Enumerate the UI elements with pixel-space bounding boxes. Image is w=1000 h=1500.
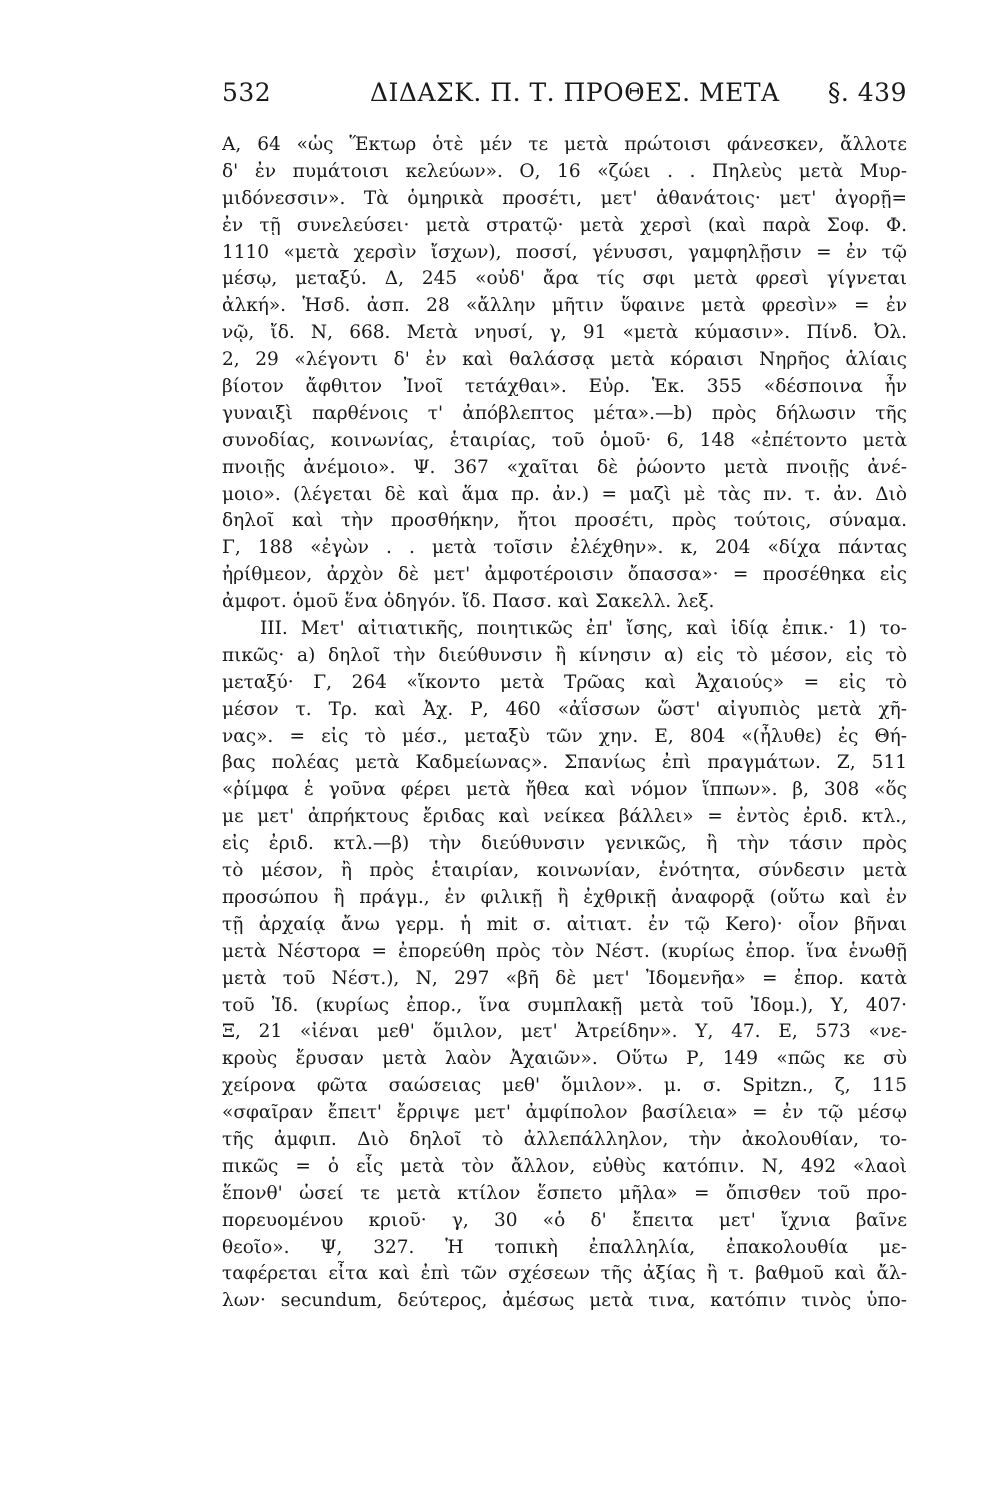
text-line: δ' ἐν πυμάτοισι κελεύων». Ο, 16 «ζώει . . Πηλεὺς μετὰ Μυρ- (222, 160, 907, 182)
text-line: τῆς ἀμφιπ. Διὸ δηλοῖ τὸ ἀλλεπάλληλον, τὴν ἀκολουθίαν, το- (222, 1128, 907, 1150)
section-number: §. 439 (827, 78, 907, 107)
text-line: μέσον τ. Τρ. καὶ Ἀχ. Ρ, 460 «ἀΐσσων ὥστ' αἰγυπιὸς μετὰ χῆ- (222, 698, 907, 720)
text-line: πικῶς = ὁ εἷς μετὰ τὸν ἄλλον, εὐθὺς κατόπιν. Ν, 492 «λαοὶ (222, 1155, 907, 1177)
running-title: ΔΙΔΑΣΚ. Π. Τ. ΠΡΟΘΕΣ. ΜΕΤΑ (370, 78, 780, 107)
text-line: ἠρίθμεον, ἀρχὸν δὲ μετ' ἀμφοτέροισιν ὄπασσα»· = προσέθηκα εἰς (222, 564, 907, 586)
text-line: ταφέρεται εἶτα καὶ ἐπὶ τῶν σχέσεων τῆς ἀξίας ἢ τ. βαθμοῦ καὶ ἄλ- (222, 1263, 907, 1285)
text-line: γυναιξὶ παρθένοις τ' ἀπόβλεπτος μέτα».—b) πρὸς δήλωσιν τῆς (222, 402, 907, 424)
text-line: ἐν τῇ συνελεύσει· μετὰ στρατῷ· μετὰ χερσὶ (καὶ παρὰ Σοφ. Φ. (222, 214, 907, 236)
text-line: μοιο». (λέγεται δὲ καὶ ἅμα πρ. ἀν.) = μαζὶ μὲ τὰς πν. τ. ἀν. Διὸ (222, 483, 907, 505)
text-line: Ξ, 21 «ἰέναι μεθ' ὅμιλον, μετ' Ἀτρείδην». Υ, 47. Ε, 573 «νε- (222, 1021, 907, 1043)
text-line: μέσῳ, μεταξύ. Δ, 245 «οὐδ' ἄρα τίς σφι μετὰ φρεσὶ γίγνεται (222, 268, 907, 290)
text-line: προσώπου ἢ πράγμ., ἐν φιλικῇ ἢ ἐχθρικῇ ἀναφορᾷ (οὕτω καὶ ἐν (222, 886, 907, 908)
body-text (222, 132, 907, 1315)
text-line: θεοῖο». Ψ, 327. Ἡ τοπικὴ ἐπαλληλία, ἐπακολουθία με- (222, 1236, 907, 1258)
text-line: κροὺς ἔρυσαν μετὰ λαὸν Ἀχαιῶν». Οὕτω Ρ, 149 «πῶς κε σὺ (222, 1048, 907, 1070)
text-line: Α, 64 «ὡς Ἕκτωρ ὁτὲ μέν τε μετὰ πρώτοισι φάνεσκεν, ἄλλοτε (222, 134, 907, 155)
text-line: δηλοῖ καὶ τὴν προσθήκην, ἤτοι προσέτι, πρὸς τούτοις, σύναμα. (222, 510, 907, 532)
text-line: μετὰ Νέστορα = ἐπορεύθη πρὸς τὸν Νέστ. (κυρίως ἐπορ. ἵνα ἑνωθῇ (222, 940, 907, 962)
text-line: βίοτον ἄφθιτον Ἰνοῖ τετάχθαι». Εὐρ. Ἑκ. 355 «δέσποινα ἦν (222, 376, 907, 398)
text-line: χείρονα φῶτα σαώσειας μεθ' ὅμιλον». μ. σ. Spitzn., ζ, 115 (222, 1075, 907, 1097)
page-number: 532 (222, 78, 272, 107)
text-line: πορευομένου κριοῦ· γ, 30 «ὁ δ' ἔπειτα μετ' ἴχνια βαῖνε (222, 1209, 907, 1231)
text-line: τῇ ἀρχαίᾳ ἄνω γερμ. ἡ mit σ. αἰτιατ. ἐν τῷ Kero)· οἷον βῆναι (222, 913, 907, 935)
text-line: μεταξύ· Γ, 264 «ἵκοντο μετὰ Τρῶας καὶ Ἀχαιούς» = εἰς τὸ (222, 671, 907, 693)
text-line: 2, 29 «λέγοντι δ' ἐν καὶ θαλάσσᾳ μετὰ κόραισι Νηρῆος ἁλίαις (222, 349, 907, 371)
text-line: τὸ μέσον, ἢ πρὸς ἑταιρίαν, κοινωνίαν, ἑνότητα, σύνδεσιν μετὰ (222, 860, 907, 882)
text-line: νας». = εἰς τὸ μέσ., μεταξὺ τῶν χην. Ε, 804 «(ἦλυθε) ἐς Θή- (222, 725, 907, 747)
text-line: ἕπονθ' ὡσεί τε μετὰ κτίλον ἕσπετο μῆλα» = ὄπισθεν τοῦ προ- (222, 1182, 907, 1204)
text-line: «ῥίμφα ἑ γοῦνα φέρει μετὰ ἤθεα καὶ νόμον ἵππων». β, 308 «ὅς (222, 779, 907, 801)
paragraph-start-line: III. Μετ' αἰτιατικῆς, ποιητικῶς ἐπ' ἴσης, καὶ ἰδίᾳ ἐπικ.· 1) το- (260, 618, 907, 640)
text-line: πνοιῇς ἀνέμοιο». Ψ. 367 «χαῖται δὲ ῥώοντο μετὰ πνοιῇς ἀνέ- (222, 456, 907, 478)
text-line: με μετ' ἀπρήκτους ἔριδας καὶ νείκεα βάλλει» = ἐντὸς ἐριδ. κτλ., (222, 806, 907, 828)
text-line: νῷ, ἴδ. Ν, 668. Μετὰ νηυσί, γ, 91 «μετὰ κύμασιν». Πίνδ. Ὀλ. (222, 322, 907, 344)
page-header (222, 78, 907, 114)
text-line: τοῦ Ἰδ. (κυρίως ἐπορ., ἵνα συμπλακῇ μετὰ τοῦ Ἰδομ.), Υ, 407· (222, 994, 907, 1016)
text-line: ἀμφοτ. ὁμοῦ ἕνα ὁδηγόν. ἴδ. Πασσ. καὶ Σακελλ. λεξ. (222, 591, 715, 613)
text-line: μετὰ τοῦ Νέστ.), Ν, 297 «βῆ δὲ μετ' Ἰδομενῆα» = ἐπορ. κατὰ (222, 967, 907, 989)
text-line: λων· secundum, δεύτερος, ἀμέσως μετὰ τινα, κατόπιν τινὸς ὑπο- (222, 1290, 907, 1312)
text-line: εἰς ἐριδ. κτλ.—β) τὴν διεύθυνσιν γενικῶς, ἢ τὴν τάσιν πρὸς (222, 833, 907, 855)
text-line: «σφαῖραν ἔπειτ' ἔρριψε μετ' ἀμφίπολον βασίλεια» = ἐν τῷ μέσῳ (222, 1102, 907, 1124)
text-line: ἀλκή». Ἡσδ. ἀσπ. 28 «ἄλλην μῆτιν ὕφαινε μετὰ φρεσὶν» = ἐν (222, 295, 907, 317)
text-line: Γ, 188 «ἐγὼν . . μετὰ τοῖσιν ἐλέχθην». κ, 204 «δίχα πάντας (222, 537, 907, 559)
text-line: μιδόνεσσιν». Τὰ ὁμηρικὰ προσέτι, μετ' ἀθανάτοις· μετ' ἀγορῇ= (222, 187, 907, 209)
text-line: βας πολέας μετὰ Καδμείωνας». Σπανίως ἐπὶ πραγμάτων. Ζ, 511 (222, 752, 907, 774)
text-line: πικῶς· a) δηλοῖ τὴν διεύθυνσιν ἢ κίνησιν α) εἰς τὸ μέσον, εἰς τὸ (222, 644, 907, 666)
text-line: 1110 «μετὰ χερσὶν ἴσχων), ποσσί, γένυσσι, γαμφηλῇσιν = ἐν τῷ (222, 241, 907, 263)
text-line: συνοδίας, κοινωνίας, ἑταιρίας, τοῦ ὁμοῦ· 6, 148 «ἐπέτοντο μετὰ (222, 429, 907, 451)
